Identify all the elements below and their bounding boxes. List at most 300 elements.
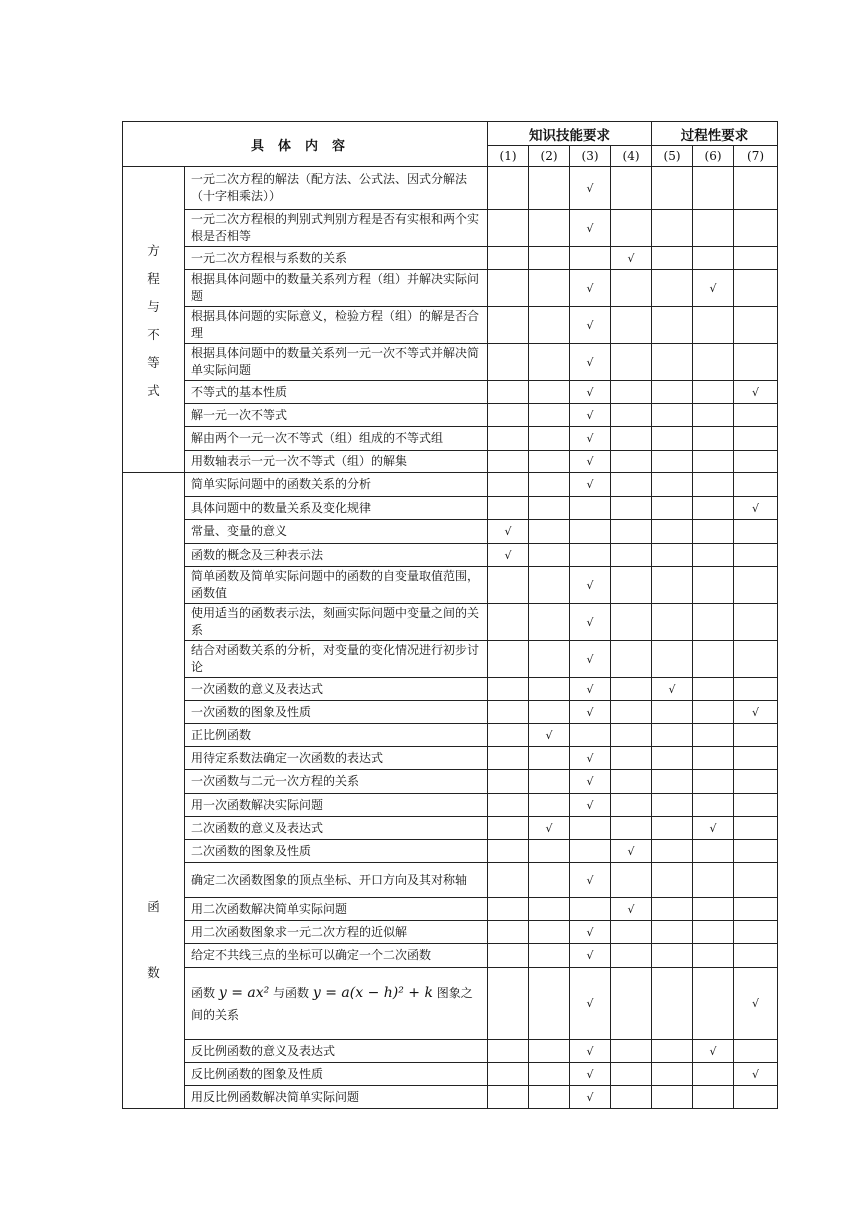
check-cell-col-3 [570,167,611,210]
content-cell [185,451,488,473]
check-cell-col-1 [488,247,529,270]
content-cell [185,167,488,210]
check-cell-col-3 [570,701,611,724]
content-cell [185,270,488,307]
check-cell-col-2 [529,427,570,451]
check-cell-col-7 [734,747,778,770]
column-number: (6) [693,146,734,167]
content-text: 具体问题中的数量关系及变化规律 [191,500,372,515]
check-cell-col-4 [611,210,652,247]
check-cell-col-7 [734,641,778,678]
check-cell-col-5 [652,381,693,404]
check-mark: √ [545,728,553,742]
check-cell-col-5 [652,840,693,863]
check-cell-col-1 [488,451,529,473]
check-cell-col-5 [652,944,693,968]
check-cell-col-7 [734,167,778,210]
check-cell-col-6 [693,567,734,604]
check-cell-col-2 [529,701,570,724]
check-cell-col-5 [652,520,693,544]
content-text: 一元二次方程的解法（配方法、公式法、因式分解法（十字相乘法）） [191,172,468,203]
check-cell-col-6 [693,678,734,701]
check-cell-col-1 [488,1063,529,1086]
content-cell [185,747,488,770]
check-cell-col-3 [570,451,611,473]
content-text: 解由两个一元一次不等式（组）组成的不等式组 [191,431,444,445]
check-cell-col-4 [611,968,652,1040]
check-cell-col-1 [488,678,529,701]
check-cell-col-4 [611,641,652,678]
check-mark: √ [586,221,594,235]
check-cell-col-4 [611,544,652,567]
check-cell-col-4 [611,451,652,473]
check-cell-col-6 [693,701,734,724]
check-cell-col-7 [734,921,778,944]
check-cell-col-6 [693,167,734,210]
check-cell-col-3 [570,381,611,404]
check-cell-col-3 [570,404,611,427]
column-number: (2) [529,146,570,167]
check-cell-col-6 [693,497,734,520]
check-cell-col-3 [570,840,611,863]
check-mark: √ [752,997,760,1010]
check-cell-col-6 [693,840,734,863]
table-body [123,167,778,1109]
check-cell-col-5 [652,247,693,270]
content-text: 根据具体问题的实际意义，检验方程（组）的解是否合理 [191,309,480,340]
check-cell-col-7 [734,497,778,520]
check-mark: √ [586,181,594,195]
check-cell-col-2 [529,770,570,794]
check-cell-col-5 [652,701,693,724]
content-text: 简单实际问题中的函数关系的分析 [191,477,372,491]
check-cell-col-5 [652,210,693,247]
check-cell-col-5 [652,604,693,641]
check-mark: √ [586,949,594,962]
content-text: 图象之间的关系 [191,985,473,1022]
table-row [123,944,778,968]
check-cell-col-2 [529,567,570,604]
check-mark: √ [586,705,594,719]
content-cell [185,724,488,747]
table-row [123,247,778,270]
check-cell-col-1 [488,344,529,381]
content-cell [185,701,488,724]
check-cell-col-2 [529,451,570,473]
check-cell-col-3 [570,678,611,701]
check-cell-col-3 [570,863,611,898]
check-cell-col-4 [611,427,652,451]
check-cell-col-1 [488,944,529,968]
column-number: (1) [488,146,529,167]
table-row [123,968,778,1040]
formula-text: y = ax² [218,984,270,1001]
section-title-char: 函 [147,898,160,914]
check-cell-col-1 [488,1086,529,1109]
section-title-char: 数 [147,964,160,980]
content-text: 不等式的基本性质 [191,384,288,399]
table-row [123,817,778,840]
table-row [123,270,778,307]
content-cell [185,247,488,270]
check-cell-col-7 [734,344,778,381]
content-text: 用数轴表示一元一次不等式（组）的解集 [191,454,408,468]
content-text: 函数的概念及三种表示法 [191,547,324,562]
check-cell-col-1 [488,747,529,770]
check-cell-col-1 [488,520,529,544]
check-cell-col-1 [488,567,529,604]
check-cell-col-7 [734,701,778,724]
content-text: 一元二次方程根的判别式判别方程是否有实根和两个实根是否相等 [191,212,480,243]
check-cell-col-4 [611,473,652,497]
process-header: 过程性要求 [652,122,778,146]
table-row [123,604,778,641]
table-row [123,1063,778,1086]
check-cell-col-1 [488,210,529,247]
content-text: 用待定系数法确定一次函数的表达式 [191,750,384,765]
check-cell-col-5 [652,898,693,921]
check-mark: √ [752,1067,760,1081]
check-cell-col-1 [488,840,529,863]
check-cell-col-1 [488,794,529,817]
check-cell-col-7 [734,817,778,840]
check-cell-col-4 [611,794,652,817]
table-row [123,1040,778,1063]
check-cell-col-7 [734,247,778,270]
check-cell-col-6 [693,270,734,307]
check-mark: √ [586,408,594,422]
check-cell-col-6 [693,307,734,344]
check-cell-col-4 [611,497,652,520]
content-cell [185,520,488,544]
content-cell [185,307,488,344]
check-cell-col-2 [529,210,570,247]
check-mark: √ [586,1090,594,1104]
check-cell-col-2 [529,344,570,381]
content-cell [185,344,488,381]
check-cell-col-4 [611,307,652,344]
check-cell-col-2 [529,520,570,544]
check-cell-col-1 [488,817,529,840]
check-cell-col-3 [570,247,611,270]
content-cell [185,944,488,968]
check-cell-col-6 [693,210,734,247]
table-row [123,520,778,544]
check-cell-col-3 [570,898,611,921]
check-cell-col-2 [529,1063,570,1086]
content-cell [185,863,488,898]
check-cell-col-6 [693,1086,734,1109]
content-cell [185,817,488,840]
check-cell-col-3 [570,567,611,604]
content-text: 根据具体问题中的数量关系列一元一次不等式并解决简单实际问题 [191,346,480,377]
check-cell-col-3 [570,968,611,1040]
check-mark: √ [504,525,512,538]
content-cell [185,567,488,604]
check-mark: √ [752,501,760,515]
section-title-char: 方 [147,242,160,258]
check-mark: √ [504,548,512,562]
check-cell-col-3 [570,1086,611,1109]
check-mark: √ [752,385,760,399]
check-cell-col-2 [529,247,570,270]
check-cell-col-6 [693,770,734,794]
content-text: 二次函数的图象及性质 [191,843,312,858]
check-mark: √ [752,705,760,719]
check-cell-col-2 [529,497,570,520]
check-cell-col-5 [652,1063,693,1086]
table-row [123,167,778,210]
table-row [123,747,778,770]
check-cell-col-7 [734,840,778,863]
check-cell-col-7 [734,210,778,247]
check-cell-col-1 [488,544,529,567]
check-cell-col-5 [652,770,693,794]
check-cell-col-4 [611,840,652,863]
table-row [123,567,778,604]
table-row [123,381,778,404]
check-cell-col-3 [570,344,611,381]
check-mark: √ [545,821,553,835]
check-cell-col-6 [693,1063,734,1086]
check-cell-col-6 [693,641,734,678]
section-title [123,473,185,1109]
check-cell-col-1 [488,270,529,307]
check-cell-col-6 [693,794,734,817]
check-cell-col-6 [693,247,734,270]
check-mark: √ [586,751,594,765]
content-cell [185,794,488,817]
content-text: 解一元一次不等式 [191,407,288,422]
check-cell-col-2 [529,473,570,497]
check-cell-col-7 [734,794,778,817]
check-cell-col-5 [652,863,693,898]
check-cell-col-1 [488,641,529,678]
check-cell-col-2 [529,724,570,747]
check-cell-col-2 [529,944,570,968]
check-cell-col-1 [488,898,529,921]
check-cell-col-5 [652,270,693,307]
check-cell-col-5 [652,921,693,944]
content-cell [185,921,488,944]
check-mark: √ [668,682,676,696]
check-cell-col-5 [652,307,693,344]
section-title [123,167,185,473]
check-mark: √ [586,615,594,629]
check-mark: √ [627,902,635,916]
table-row [123,641,778,678]
check-cell-col-3 [570,270,611,307]
check-cell-col-7 [734,307,778,344]
check-mark: √ [586,432,594,445]
check-cell-col-7 [734,898,778,921]
check-cell-col-7 [734,678,778,701]
check-cell-col-2 [529,604,570,641]
check-cell-col-6 [693,898,734,921]
check-cell-col-5 [652,451,693,473]
requirements-table [122,121,778,1109]
check-cell-col-4 [611,520,652,544]
content-text: 确定二次函数图象的顶点坐标、开口方向及其对称轴 [191,872,468,887]
check-cell-col-6 [693,451,734,473]
check-mark: √ [709,1044,717,1058]
check-cell-col-5 [652,404,693,427]
check-cell-col-3 [570,473,611,497]
check-cell-col-4 [611,381,652,404]
check-cell-col-4 [611,898,652,921]
check-cell-col-2 [529,1086,570,1109]
check-cell-col-2 [529,381,570,404]
check-cell-col-6 [693,427,734,451]
check-cell-col-2 [529,898,570,921]
check-mark: √ [586,355,594,369]
check-cell-col-6 [693,968,734,1040]
check-cell-col-7 [734,1086,778,1109]
content-cell [185,497,488,520]
content-text: 简单函数及简单实际问题中的函数的自变量取值范围，函数值 [191,569,480,600]
check-cell-col-5 [652,817,693,840]
check-cell-col-7 [734,1063,778,1086]
content-text: 结合对函数关系的分析，对变量的变化情况进行初步讨论 [191,643,480,674]
check-cell-col-6 [693,921,734,944]
check-cell-col-3 [570,747,611,770]
check-cell-col-7 [734,473,778,497]
table-row [123,497,778,520]
content-text: 二次函数的意义及表达式 [191,820,324,835]
check-cell-col-5 [652,724,693,747]
check-cell-col-3 [570,210,611,247]
content-text: 正比例函数 [191,727,252,742]
check-cell-col-4 [611,678,652,701]
check-cell-col-7 [734,944,778,968]
content-cell [185,898,488,921]
check-cell-col-1 [488,724,529,747]
check-cell-col-5 [652,794,693,817]
check-cell-col-3 [570,921,611,944]
content-cell [185,473,488,497]
check-cell-col-6 [693,520,734,544]
check-cell-col-4 [611,747,652,770]
check-cell-col-2 [529,921,570,944]
check-cell-col-6 [693,344,734,381]
check-cell-col-4 [611,167,652,210]
content-text: 使用适当的函数表示法，刻画实际问题中变量之间的关系 [191,606,480,637]
content-header: 具体内容 [123,122,488,167]
content-text: 一元二次方程根与系数的关系 [191,250,348,265]
check-cell-col-5 [652,968,693,1040]
check-cell-col-6 [693,944,734,968]
check-cell-col-5 [652,641,693,678]
content-text: 函数 [191,985,219,1000]
content-text: 用反比例函数解决简单实际问题 [191,1089,360,1104]
check-cell-col-3 [570,427,611,451]
content-cell [185,381,488,404]
check-cell-col-3 [570,520,611,544]
check-cell-col-7 [734,451,778,473]
content-cell [185,770,488,794]
check-cell-col-2 [529,678,570,701]
content-text: 用一次函数解决实际问题 [191,797,324,812]
content-cell [185,641,488,678]
check-cell-col-2 [529,840,570,863]
check-cell-col-4 [611,1063,652,1086]
check-cell-col-1 [488,427,529,451]
check-cell-col-6 [693,604,734,641]
check-cell-col-6 [693,473,734,497]
content-text: 与函数 [269,985,313,1000]
check-cell-col-4 [611,604,652,641]
check-cell-col-7 [734,404,778,427]
check-cell-col-2 [529,747,570,770]
check-mark: √ [586,682,594,696]
check-mark: √ [586,478,594,491]
check-cell-col-5 [652,427,693,451]
column-number: (4) [611,146,652,167]
column-number: (3) [570,146,611,167]
content-text: 常量、变量的意义 [191,524,288,538]
section-title-char: 程 [147,270,160,286]
check-cell-col-3 [570,724,611,747]
check-cell-col-1 [488,604,529,641]
content-cell [185,968,488,1040]
check-cell-col-3 [570,604,611,641]
check-cell-col-6 [693,544,734,567]
check-mark: √ [709,821,717,835]
check-cell-col-2 [529,544,570,567]
check-cell-col-1 [488,1040,529,1063]
content-text: 一次函数与二元一次方程的关系 [191,774,360,788]
check-cell-col-5 [652,167,693,210]
check-cell-col-3 [570,307,611,344]
content-text: 一次函数的图象及性质 [191,704,312,719]
table-row [123,921,778,944]
check-cell-col-5 [652,1086,693,1109]
check-cell-col-7 [734,770,778,794]
check-cell-col-1 [488,863,529,898]
section-title-char: 式 [147,382,160,398]
check-cell-col-4 [611,863,652,898]
check-cell-col-3 [570,544,611,567]
content-cell [185,1086,488,1109]
table-row [123,678,778,701]
check-cell-col-4 [611,247,652,270]
check-mark: √ [586,455,594,468]
check-mark: √ [627,251,635,265]
check-cell-col-5 [652,747,693,770]
check-cell-col-2 [529,817,570,840]
check-cell-col-3 [570,1040,611,1063]
table-row [123,210,778,247]
check-cell-col-2 [529,968,570,1040]
table-row [123,307,778,344]
check-mark: √ [586,1044,594,1058]
check-cell-col-7 [734,567,778,604]
content-cell [185,544,488,567]
check-cell-col-6 [693,1040,734,1063]
content-text: 反比例函数的意义及表达式 [191,1043,336,1058]
content-text: 反比例函数的图象及性质 [191,1066,324,1081]
table-row [123,863,778,898]
check-cell-col-2 [529,1040,570,1063]
check-cell-col-1 [488,497,529,520]
check-cell-col-2 [529,307,570,344]
check-cell-col-7 [734,381,778,404]
formula-text: y = a(x − h)² + k [312,984,433,1001]
check-cell-col-2 [529,794,570,817]
table-row [123,701,778,724]
content-text: 根据具体问题中的数量关系列方程（组）并解决实际问题 [191,272,480,303]
column-number: (5) [652,146,693,167]
